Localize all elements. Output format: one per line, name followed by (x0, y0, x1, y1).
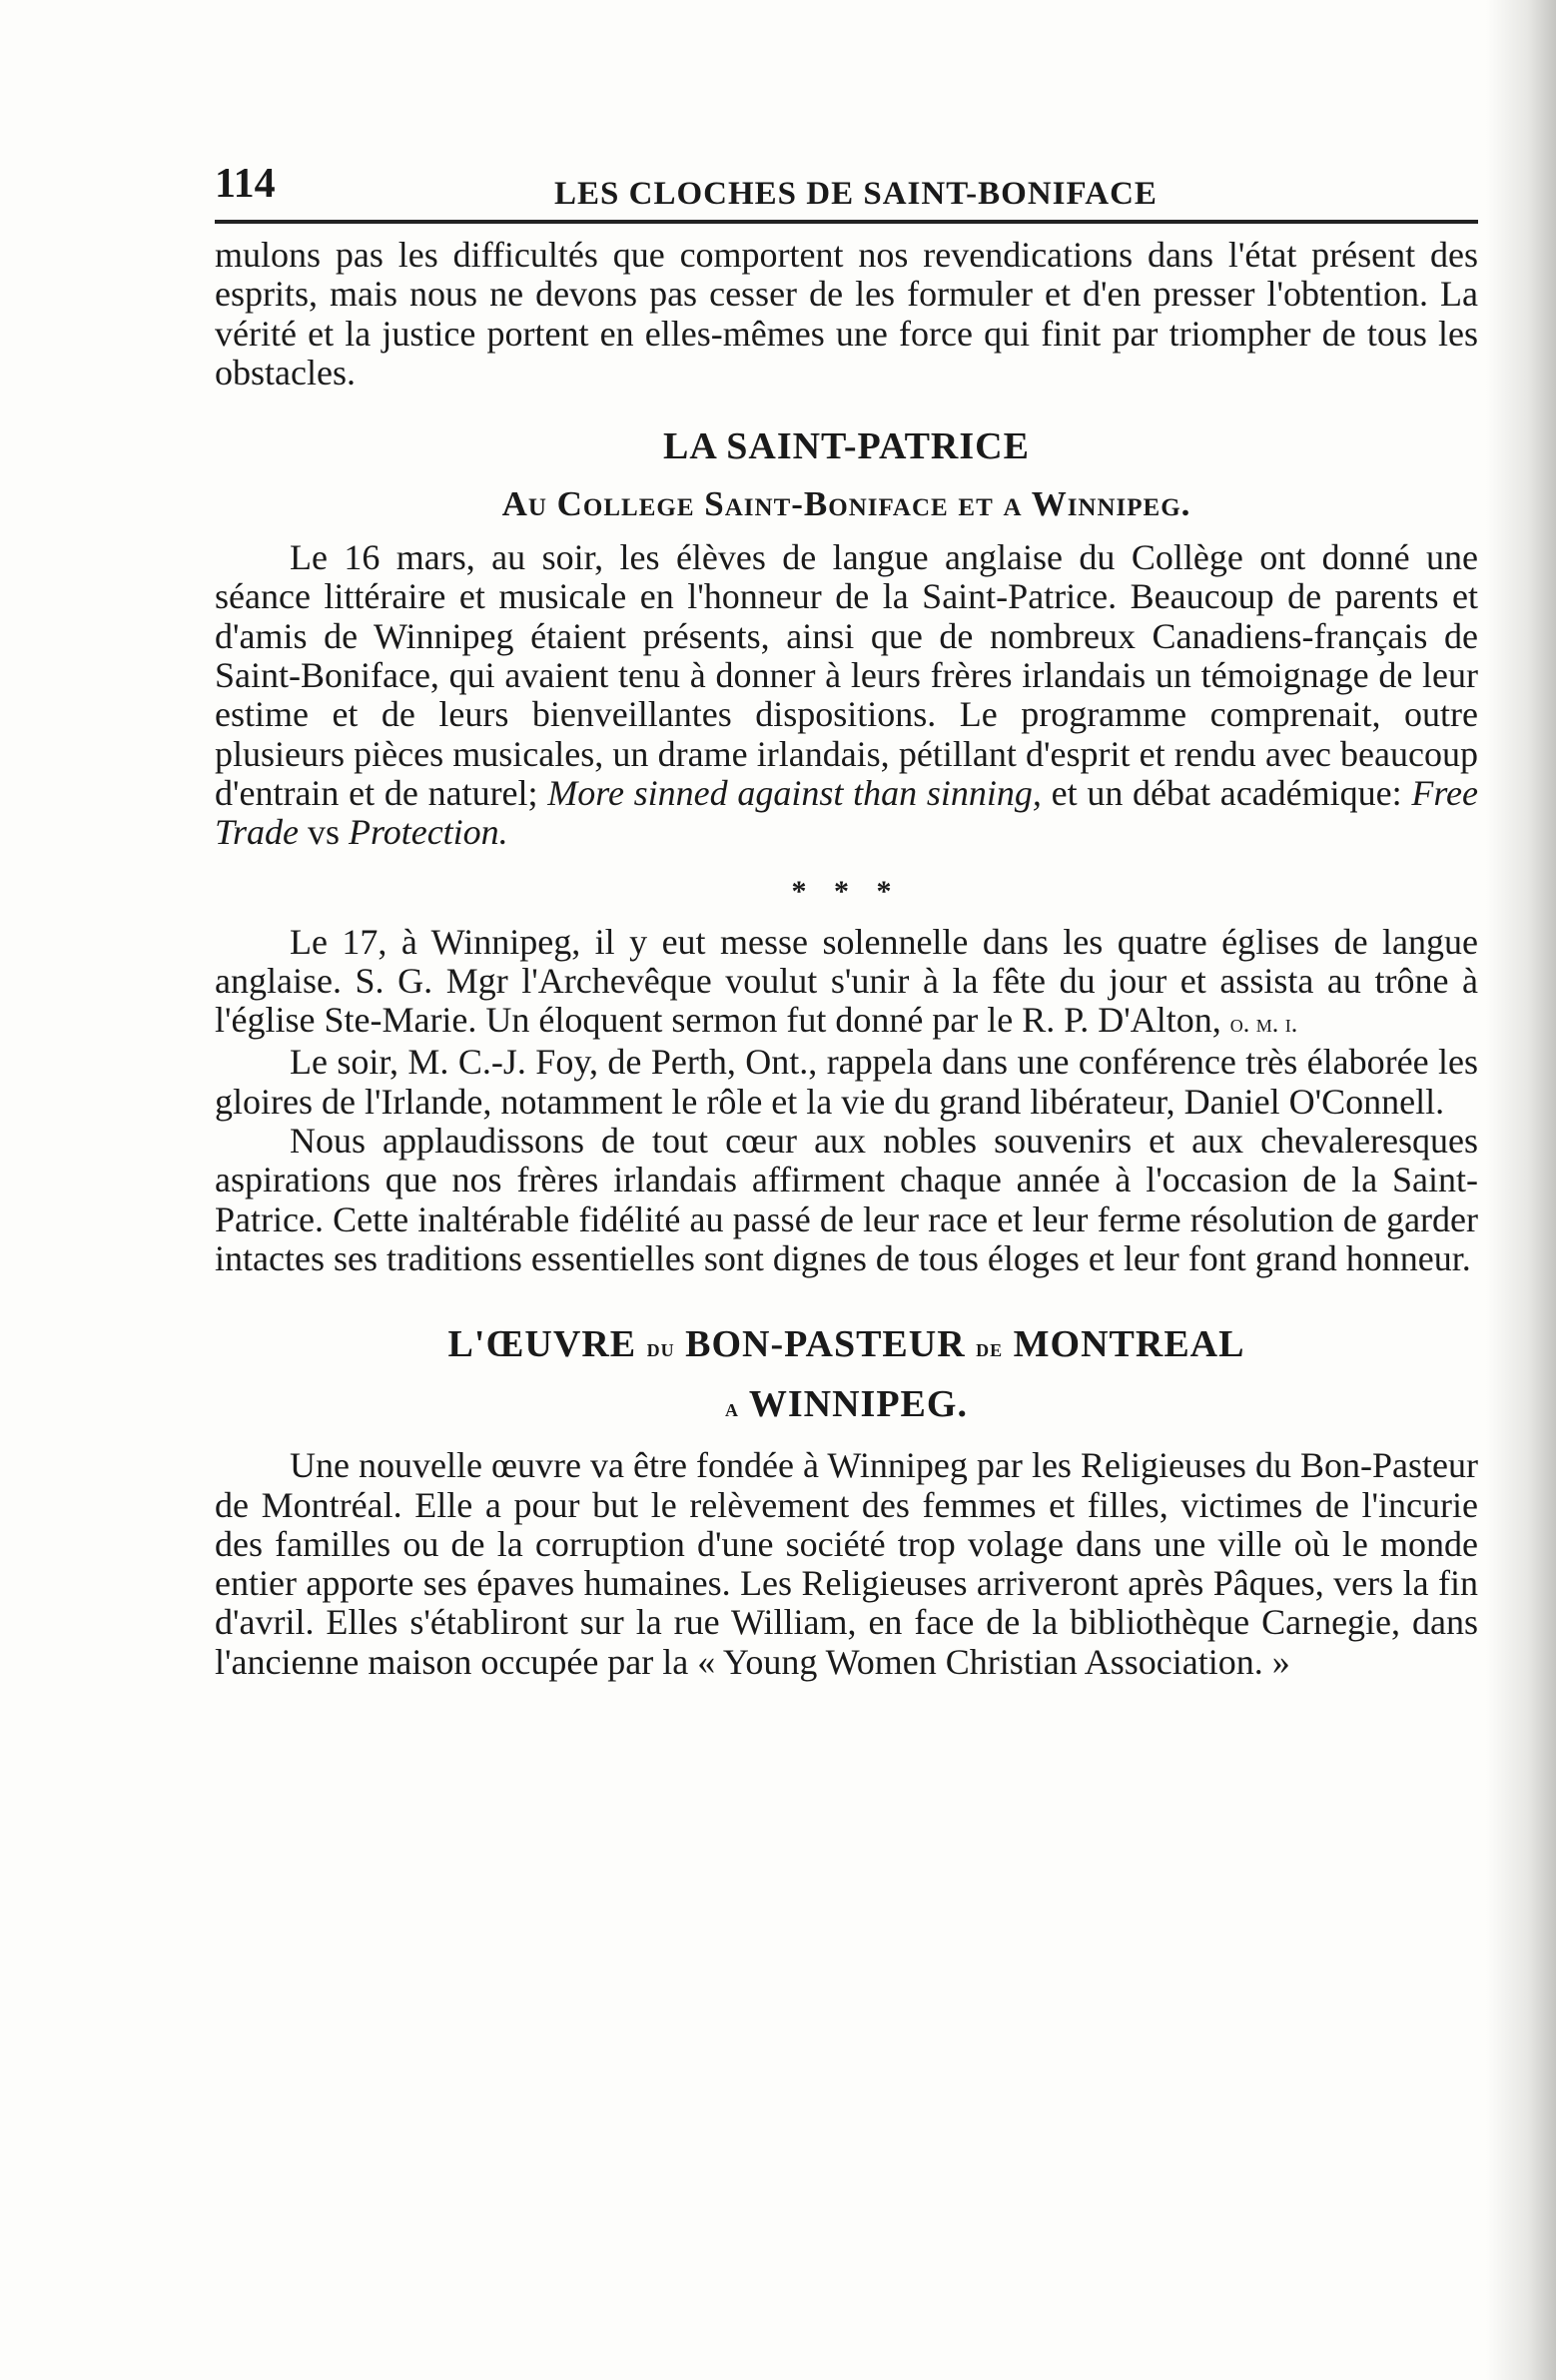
paragraph-mass (200, 923, 1478, 1044)
paragraph-college-text: Le 16 mars, au soir, les élèves de langue anglaise du Collège ont donné une séance littéraire et musicale en l'honneur de la Saint-Patrice. Beaucoup de parents et d'amis de Winnipeg étaient présents, ainsi que de nombreux Canadiens-français de Saint-Boniface, qui avaient tenu à donner à leurs frères irlandais un témoignage de leur estime et de leurs bienveillantes dispositions. Le programme comprenait, outre plusieurs pièces musicales, un drame irlandais, pétillant d'esprit et rendu avec beaucoup d'entrain et de naturel; (215, 537, 1478, 813)
asterism-separator: * * * (791, 874, 902, 908)
title-de: de (976, 1333, 1004, 1363)
title-du: du (646, 1333, 675, 1363)
title-winnipeg: WINNIPEG. (748, 1383, 968, 1426)
section-title-bon-pasteur (200, 1322, 1478, 1366)
debate-vs: vs (308, 812, 341, 853)
header-rule (215, 220, 1478, 224)
running-head (200, 150, 1478, 220)
paragraph-mass-text: Le 17, à Winnipeg, il y eut messe solennelle dans les quatre églises de langue anglaise. S. G. Mgr l'Archevêque voulut s'unir à la fête du jour et assista au trône à l'église Ste-Marie. Un éloquent sermon fut donné par le R. P. D'Alton, (215, 921, 1478, 1041)
running-title: LES CLOCHES DE SAINT-BONIFACE (554, 176, 1158, 212)
title-a: a (725, 1393, 740, 1423)
section-subtitle-saint-patrice: Au College Saint-Boniface et a Winnipeg. (501, 484, 1191, 524)
debate-title-part1: Free Trade (215, 772, 1478, 853)
title-bon-pasteur: BON-PASTEUR (685, 1323, 966, 1366)
title-montreal: MONTREAL (1013, 1323, 1245, 1366)
intro-paragraph: mulons pas les difficultés que comportent nos revendications dans l'état présent des esprits, mais nous ne devons pas cesser de les formuler et d'en presser l'obtention. La vérité et la justice portent en elles-mêmes une force qui finit par triompher de tous les obstacles. (215, 235, 1478, 393)
page-edge-shadow (1486, 0, 1556, 2380)
paragraph-conference: Le soir, M. C.-J. Foy, de Perth, Ont., rappela dans une conférence très élaborée les gloires de l'Irlande, notamment le rôle et la vie du grand libérateur, Daniel O'Connell. (215, 1042, 1478, 1122)
title-oeuvre: L'ŒUVRE (447, 1323, 637, 1366)
section-title-saint-patrice: LA SAINT-PATRICE (663, 425, 1030, 468)
paragraph-college-mid: et un débat académique: (1051, 772, 1402, 813)
debate-title-part2: Protection. (349, 812, 508, 853)
paragraph-applause: Nous applaudissons de tout cœur aux nobles souvenirs et aux chevaleresques aspirations que nos frères irlandais affirment chaque année à l'occasion de la Saint-Patrice. Cette inaltérable fidélité au passé de leur race et leur ferme résolution de garder intactes ses traditions essentielles sont dignes de tous éloges et leur font grand honneur. (215, 1121, 1478, 1278)
page (200, 150, 1478, 1682)
section-title-winnipeg (200, 1382, 1478, 1426)
order-abbreviation: o. m. i. (1229, 1009, 1298, 1039)
paragraph-bon-pasteur: Une nouvelle œuvre va être fondée à Winnipeg par les Religieuses du Bon-Pasteur de Montréal. Elle a pour but le relèvement des femmes et filles, victimes de l'incurie des familles ou de la corruption d'une société trop volage dans une ville où le monde entier apporte ses épaves humaines. Les Religieuses arriveront après Pâques, vers la fin d'avril. Elles s'établiront sur la rue William, en face de la bibliothèque Carnegie, dans l'ancienne maison occupée par la « Young Women Christian Association. » (215, 1445, 1478, 1682)
paragraph-college (200, 538, 1478, 852)
play-title: More sinned against than sinning, (547, 772, 1042, 813)
page-number: 114 (215, 161, 276, 207)
